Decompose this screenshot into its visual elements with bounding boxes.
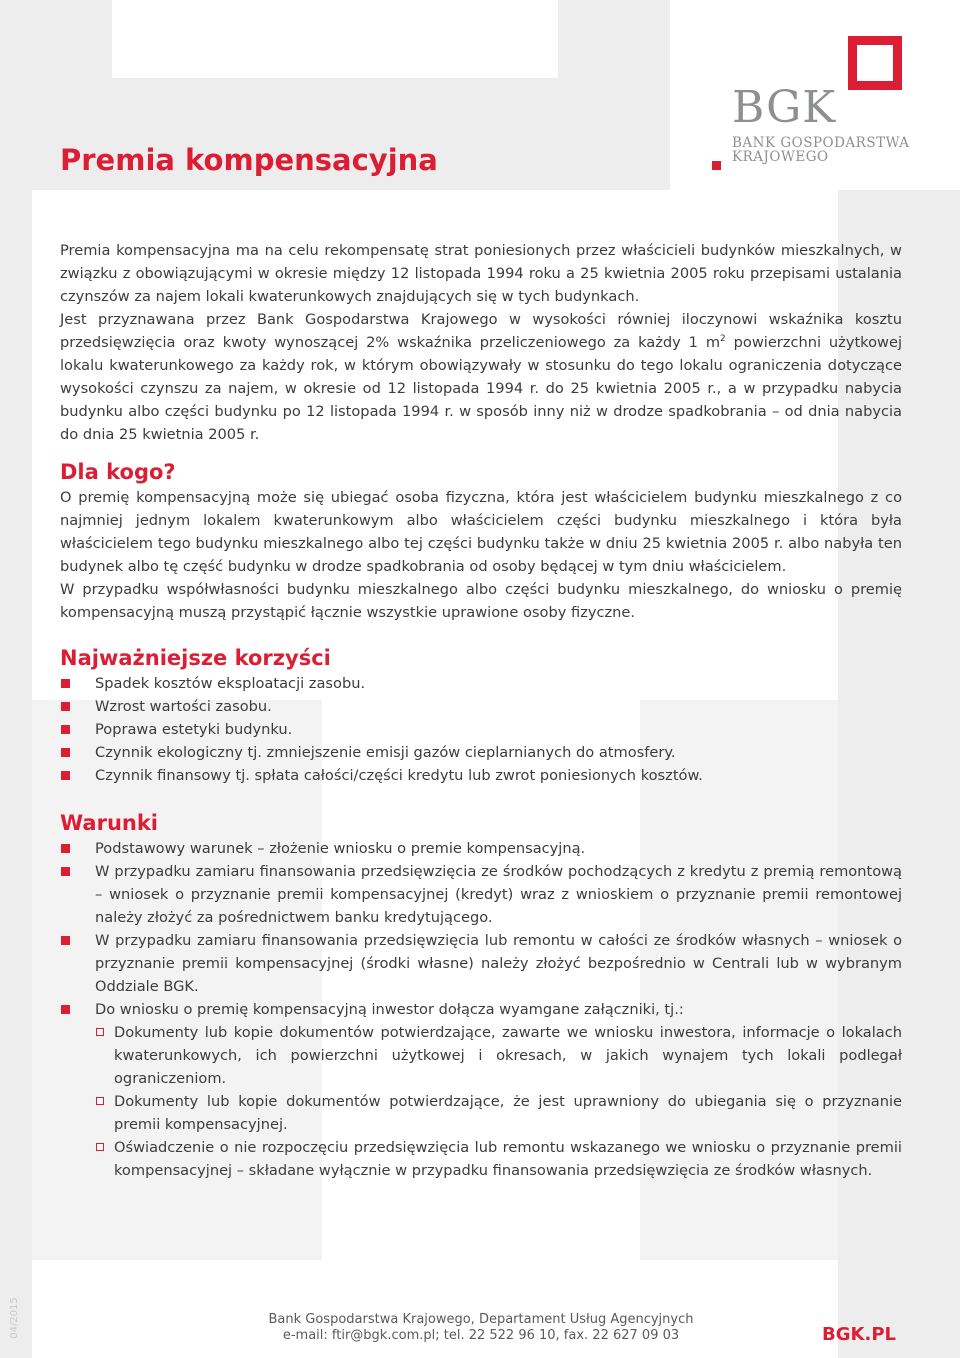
superscript-2: 2 bbox=[720, 334, 726, 345]
page-title: Premia kompensacyjna bbox=[60, 143, 438, 177]
bgk-logo bbox=[712, 36, 912, 176]
section-heading-dla-kogo: Dla kogo? bbox=[60, 460, 176, 484]
issue-date: 04/2015 bbox=[9, 1297, 20, 1339]
footer bbox=[60, 1312, 902, 1348]
logo-subtitle-line1: BANK GOSPODARSTWA bbox=[732, 135, 910, 151]
background-top-right-block bbox=[558, 0, 670, 190]
section-heading-korzysci: Najważniejsze korzyści bbox=[60, 646, 331, 670]
footer-contact: e-mail: ftir@bgk.com.pl; tel. 22 522 96 10, fax. 22 627 09 03 bbox=[282, 1328, 680, 1343]
intro-paragraph-1: Premia kompensacyjna ma na celu rekompensatę strat poniesionych przez właścicieli budynków mieszkalnych, w związku z obowiązującymi w okresie między 12 listopada 1994 roku a 25 kwietnia 2005 roku przepisami ustalania czynszów za najem lokali kwaterunkowych znajdujących się w tych budynkach. bbox=[60, 242, 902, 305]
list-item: Spadek kosztów eksploatacji zasobu. bbox=[60, 672, 902, 695]
list-item: W przypadku zamiaru finansowania przedsięwzięcia ze środków pochodzących z kredytu z premią remontową – wniosek o przyznanie premii kompensacyjnej (kredyt) wraz z wnioskiem o przyznanie premii remontowej należy złożyć za pośrednictwem banku kredytującego. bbox=[60, 860, 902, 929]
logo-square-icon bbox=[712, 161, 721, 170]
logo-subtitle bbox=[732, 136, 910, 164]
sub-list-item: Dokumenty lub kopie dokumentów potwierdzające, zawarte we wniosku inwestora, informacje o lokalach kwaterunkowych, ich powierzchni użytkowej i okresach, w jakich wynajem tych lokali podlegał ograniczeniom. bbox=[95, 1021, 902, 1090]
korzysci-list bbox=[60, 672, 902, 787]
intro-paragraph-2-part-b: powierzchni użytkowej lokalu kwaterunkowego za każdy rok, w którym obowiązywały w stosunku do tego lokalu ograniczenia dotyczące wysokości czynszu za najem, w okresie od 12 listopada 1994 r. do 25 kwietnia 2005 r., a w przypadku nabycia budynku albo części budynku po 12 listopada 1994 r. w sposób inny niż w drodze spadkobrania – od dnia nabycia do dnia 25 kwietnia 2005 r. bbox=[60, 334, 902, 443]
section-heading-warunki: Warunki bbox=[60, 811, 159, 835]
zalaczniki-sublist bbox=[95, 1021, 902, 1182]
list-item: Wzrost wartości zasobu. bbox=[60, 695, 902, 718]
logo-frame-icon bbox=[848, 36, 902, 90]
intro-paragraph-2-part-a: Jest przyznawana przez Bank Gospodarstwa Krajowego w wysokości równiej iloczynowi wskaźnika kosztu przedsięwzięcia oraz kwoty wynoszącej 2% wskaźnika przeliczeniowego za każdy 1 m bbox=[60, 311, 902, 351]
main-content bbox=[60, 239, 902, 1182]
list-item: W przypadku zamiaru finansowania przedsięwzięcia lub remontu w całości ze środków własnych – wniosek o przyznanie premii kompensacyjnej (środki własne) należy złożyć bezpośrednio w Centrali lub w wybranym Oddziale BGK. bbox=[60, 929, 902, 998]
intro-paragraph-2 bbox=[60, 308, 902, 446]
background-left-column bbox=[0, 0, 32, 1358]
sub-list-item: Oświadczenie o nie rozpoczęciu przedsięwzięcia lub remontu wskazanego we wniosku o przyznanie premii kompensacyjnej – składane wyłącznie w przypadku finansowania przedsięwzięcia ze środków własnych. bbox=[95, 1136, 902, 1182]
list-item: Podstawowy warunek – złożenie wniosku o premie kompensacyjną. bbox=[60, 837, 902, 860]
logo-subtitle-line2: KRAJOWEGO bbox=[732, 149, 829, 165]
sub-list-item: Dokumenty lub kopie dokumentów potwierdzające, że jest uprawniony do ubiegania się o przyznanie premii kompensacyjnej. bbox=[95, 1090, 902, 1136]
warunki-list bbox=[60, 837, 902, 1021]
logo-wordmark: BGK bbox=[732, 82, 837, 133]
list-item: Poprawa estetyki budynku. bbox=[60, 718, 902, 741]
list-item: Do wniosku o premię kompensacyjną inwestor dołącza wyamgane załączniki, tj.: bbox=[60, 998, 902, 1021]
list-item: Czynnik ekologiczny tj. zmniejszenie emisji gazów cieplarnianych do atmosfery. bbox=[60, 741, 902, 764]
dla-kogo-paragraph-2: W przypadku współwłasności budynku mieszkalnego albo części budynku mieszkalnego, do wniosku o premię kompensacyjną muszą przystąpić łącznie wszystkie uprawione osoby fizyczne. bbox=[60, 581, 902, 621]
dla-kogo-paragraph-1: O premię kompensacyjną może się ubiegać osoba fizyczna, która jest właścicielem budynku mieszkalnego z co najmniej jednym lokalem kwaterunkowym albo właścicielem części budynku mieszkalnego i która była właścicielem tego budynku mieszkalnego albo tej części budynku także w dniu 25 kwietnia 2005 r. albo nabyła ten budynek albo tę część budynku w drodze spadkobrania od osoby będącej w tym dniu właścicielem. bbox=[60, 489, 902, 575]
list-item: Czynnik finansowy tj. spłata całości/części kredytu lub zwrot poniesionych kosztów. bbox=[60, 764, 902, 787]
footer-website-link[interactable]: BGK.PL bbox=[822, 1324, 896, 1345]
footer-address: Bank Gospodarstwa Krajowego, Departament Usług Agencyjnych bbox=[268, 1312, 694, 1327]
